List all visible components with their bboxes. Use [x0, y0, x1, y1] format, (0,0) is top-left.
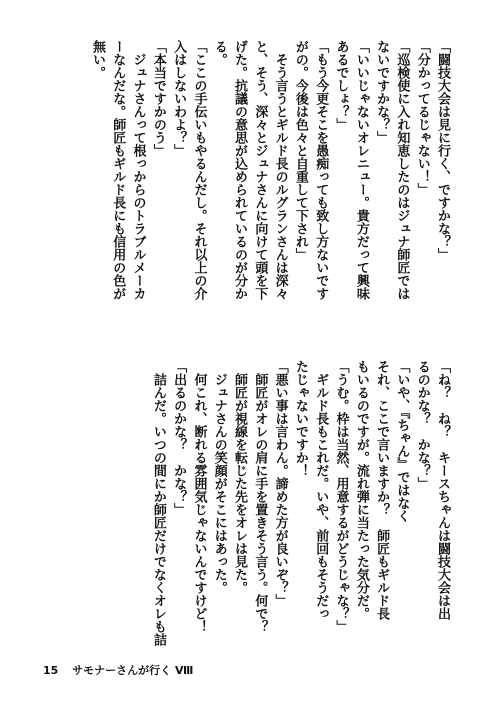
book-title: サモナーさんが行く Ⅷ	[72, 664, 194, 677]
text-line: 「ね？ ね？ キースちゃんは闘技大会は出るのかな？ かな？」	[414, 360, 450, 620]
text-line: 「巡検使に入れ知恵したのはジュナ師匠ではないですかな？」	[374, 40, 410, 300]
text-line: ギルド長もこれだ。いや、前回もそうだったじゃないですか！	[292, 360, 329, 620]
text-line: 「出るのかな？ かな？」	[171, 360, 187, 516]
text-line: 何これ、断れる雰囲気じゃないんですけど！	[191, 360, 207, 633]
text-line: ジュナさんの笑顔がそこにはあった。	[211, 360, 227, 594]
text-line: 師匠がオレの肩に手を置きそう言う。何で？	[252, 360, 268, 633]
text-line: 「悪い事は言わん。諦めた方が良いぞ？」	[272, 360, 288, 607]
text-line: 「いや、『ちゃん』ではなく	[394, 360, 410, 523]
text-line: ジュナさんって根っからのトラブルメーカーなんだな。師匠もギルド長にも信用の色が無い。	[89, 40, 146, 300]
text-line: 師匠が視線を転じた先をオレは見た。	[232, 360, 248, 594]
text-line: 「うむ。枠は当然、用意するがどうじゃな？」	[333, 360, 349, 633]
text-line: 「闘技大会は見に行く、ですかな？」	[435, 40, 450, 261]
text-block-top	[87, 40, 452, 312]
page-number: 15	[43, 664, 59, 677]
text-line: 「本当ですかのう」	[150, 40, 166, 157]
text-line: 「ここの手伝いもやるんだし。それ以上の介入はしないわよ？」	[171, 40, 207, 300]
text-line: それ、ここで言いますか？ 師匠もギルド長もいるのですが。流れ弾に当たった気分だ。	[353, 360, 390, 620]
text-line: 「いいじゃないオレニュー。貴方だって興味あるでしょ？」	[333, 40, 369, 300]
text-line: 「分かってるじゃない！」	[414, 40, 430, 196]
text-line: 「もう今更そこを愚痴っても致し方ないですがの。今後は色々と自重して下され」	[292, 40, 329, 300]
page-footer	[43, 662, 193, 678]
text-line: そう言うとギルド長のルグランさんは深々と、そう、深々とジュナさんに向けて頭を下げた。抗議の意思が込められているのが分かる。	[211, 40, 288, 300]
text-block-bottom	[148, 360, 452, 646]
text-line: 詰んだ。いつの間にか師匠だけでなくオレも詰	[150, 360, 166, 646]
